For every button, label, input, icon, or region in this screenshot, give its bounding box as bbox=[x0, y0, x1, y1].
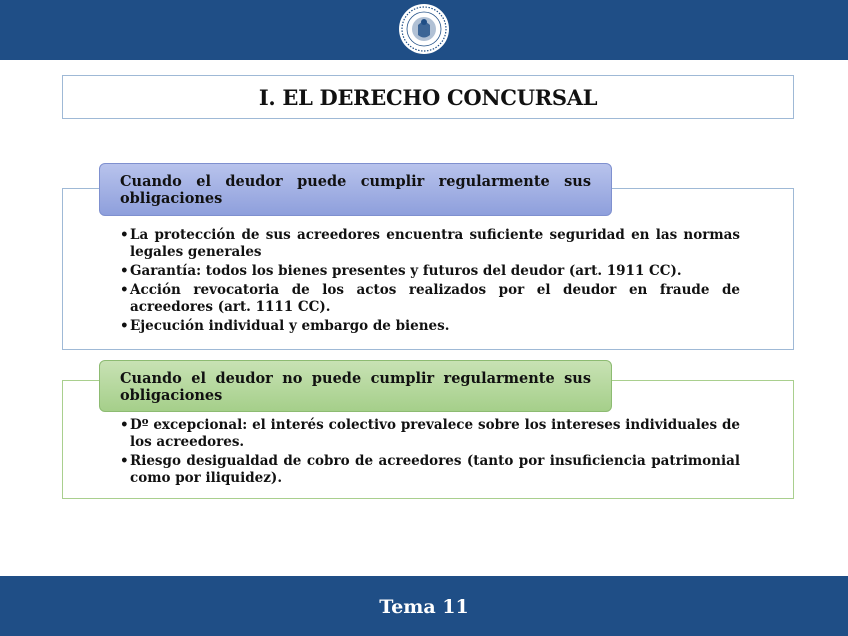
page-title: I. EL DERECHO CONCURSAL bbox=[258, 84, 598, 110]
title-box bbox=[62, 75, 794, 119]
footer-label: Tema 11 bbox=[379, 596, 469, 618]
section1-heading: Cuando el deudor puede cumplir regularmente sus obligaciones bbox=[99, 163, 612, 216]
list-item: • Garantía: todos los bienes presentes y futuros del deudor (art. 1911 CC). bbox=[120, 263, 740, 280]
list-item: • Riesgo desigualdad de cobro de acreedores (tanto por insuficiencia patrimonial como por iliquidez). bbox=[120, 453, 740, 487]
section1-list bbox=[120, 227, 740, 337]
list-item: • Ejecución individual y embargo de bienes. bbox=[120, 318, 740, 335]
list-item: • Dº excepcional: el interés colectivo prevalece sobre los intereses individuales de los acreedores. bbox=[120, 417, 740, 451]
list-item: • Acción revocatoria de los actos realizados por el deudor en fraude de acreedores (art. 1111 CC). bbox=[120, 282, 740, 316]
section2-heading: Cuando el deudor no puede cumplir regularmente sus obligaciones bbox=[99, 360, 612, 412]
top-bar bbox=[0, 0, 848, 60]
university-seal-icon bbox=[398, 3, 450, 55]
section2-list bbox=[120, 417, 740, 489]
list-item: • La protección de sus acreedores encuentra suficiente seguridad en las normas legales generales bbox=[120, 227, 740, 261]
